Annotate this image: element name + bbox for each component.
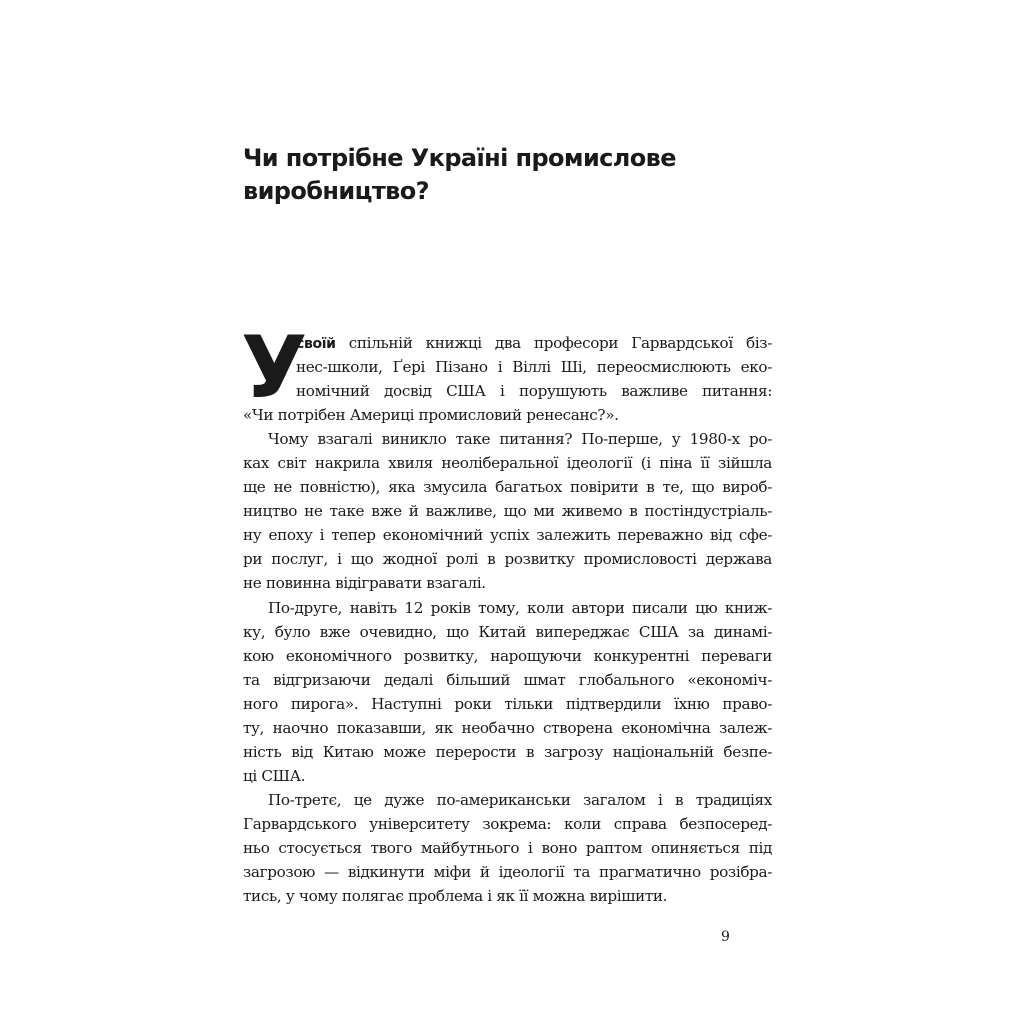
drop-cap: У [241, 318, 307, 418]
text-line: загрозою — відкинути міфи й ідеології та прагматично розібра- [243, 863, 772, 882]
text-line: ри послуг, і що жодної ролі в розвитку промисловості держава [243, 550, 772, 569]
title-line: виробництво? [243, 177, 429, 205]
text-line: ту, наочно показавши, як необачно створена економічна залеж- [243, 718, 772, 737]
paragraphs [243, 331, 772, 908]
chapter-title [243, 142, 676, 208]
text-line: не повинна відігравати взагалі. [243, 574, 486, 593]
paragraph [243, 596, 772, 788]
text-line: ництво не таке вже й важливе, що ми живемо в постіндустріаль- [243, 502, 772, 521]
text-line: кою економічного розвитку, нарощуючи конкурентні переваги [243, 646, 772, 665]
text-line: та відгризаючи дедалі більший шмат глобального «економіч- [243, 670, 772, 689]
paragraph [243, 427, 772, 595]
text-line: ще не повністю), яка змусила багатьох повірити в те, що вироб- [243, 478, 772, 497]
text-line: ну епоху і тепер економічний успіх залежить переважно від сфе- [243, 526, 772, 545]
text-line: По-друге, навіть 12 років тому, коли автори писали цю книж- [268, 598, 772, 617]
line-text: спільній книжці два професори Гарвардської біз- [335, 334, 772, 352]
text-line: «Чи потрібен Америці промисловий ренесанс?». [243, 406, 619, 425]
paragraph [243, 331, 772, 427]
page-number: 9 [721, 929, 730, 945]
text-line: ного пирога». Наступні роки тільки підтвердили їхню право- [243, 694, 772, 713]
text-line: ність від Китаю може перерости в загрозу національній безпе- [243, 742, 772, 761]
text-line: тись, у чому полягає проблема і як її можна вирішити. [243, 887, 668, 906]
title-line: Чи потрібне Україні промислове [243, 144, 676, 172]
text-line: ках світ накрила хвиля неоліберальної ідеології (і піна її зійшла [243, 454, 772, 473]
text-line: Чому взагалі виникло таке питання? По-перше, у 1980-х ро- [268, 430, 772, 449]
text-line: нес-школи, Ґері Пізано і Віллі Ші, переосмислюють еко- [296, 358, 772, 377]
text-line: По-третє, це дуже по-американськи загалом і в традиціях [268, 790, 772, 809]
text-line [243, 331, 772, 355]
text-line: ці США. [243, 766, 306, 785]
lead-word: своїй [296, 336, 336, 352]
paragraph [243, 788, 772, 908]
text-line: ку, було вже очевидно, що Китай випереджає США за динамі- [243, 622, 772, 641]
text-line: Гарвардського університету зокрема: коли справа безпосеред- [243, 814, 772, 833]
text-line: номічний досвід США і порушують важливе питання: [296, 382, 772, 401]
text-line: ньо стосується твого майбутнього і воно раптом опиняється під [243, 838, 772, 857]
body-text [241, 318, 772, 908]
